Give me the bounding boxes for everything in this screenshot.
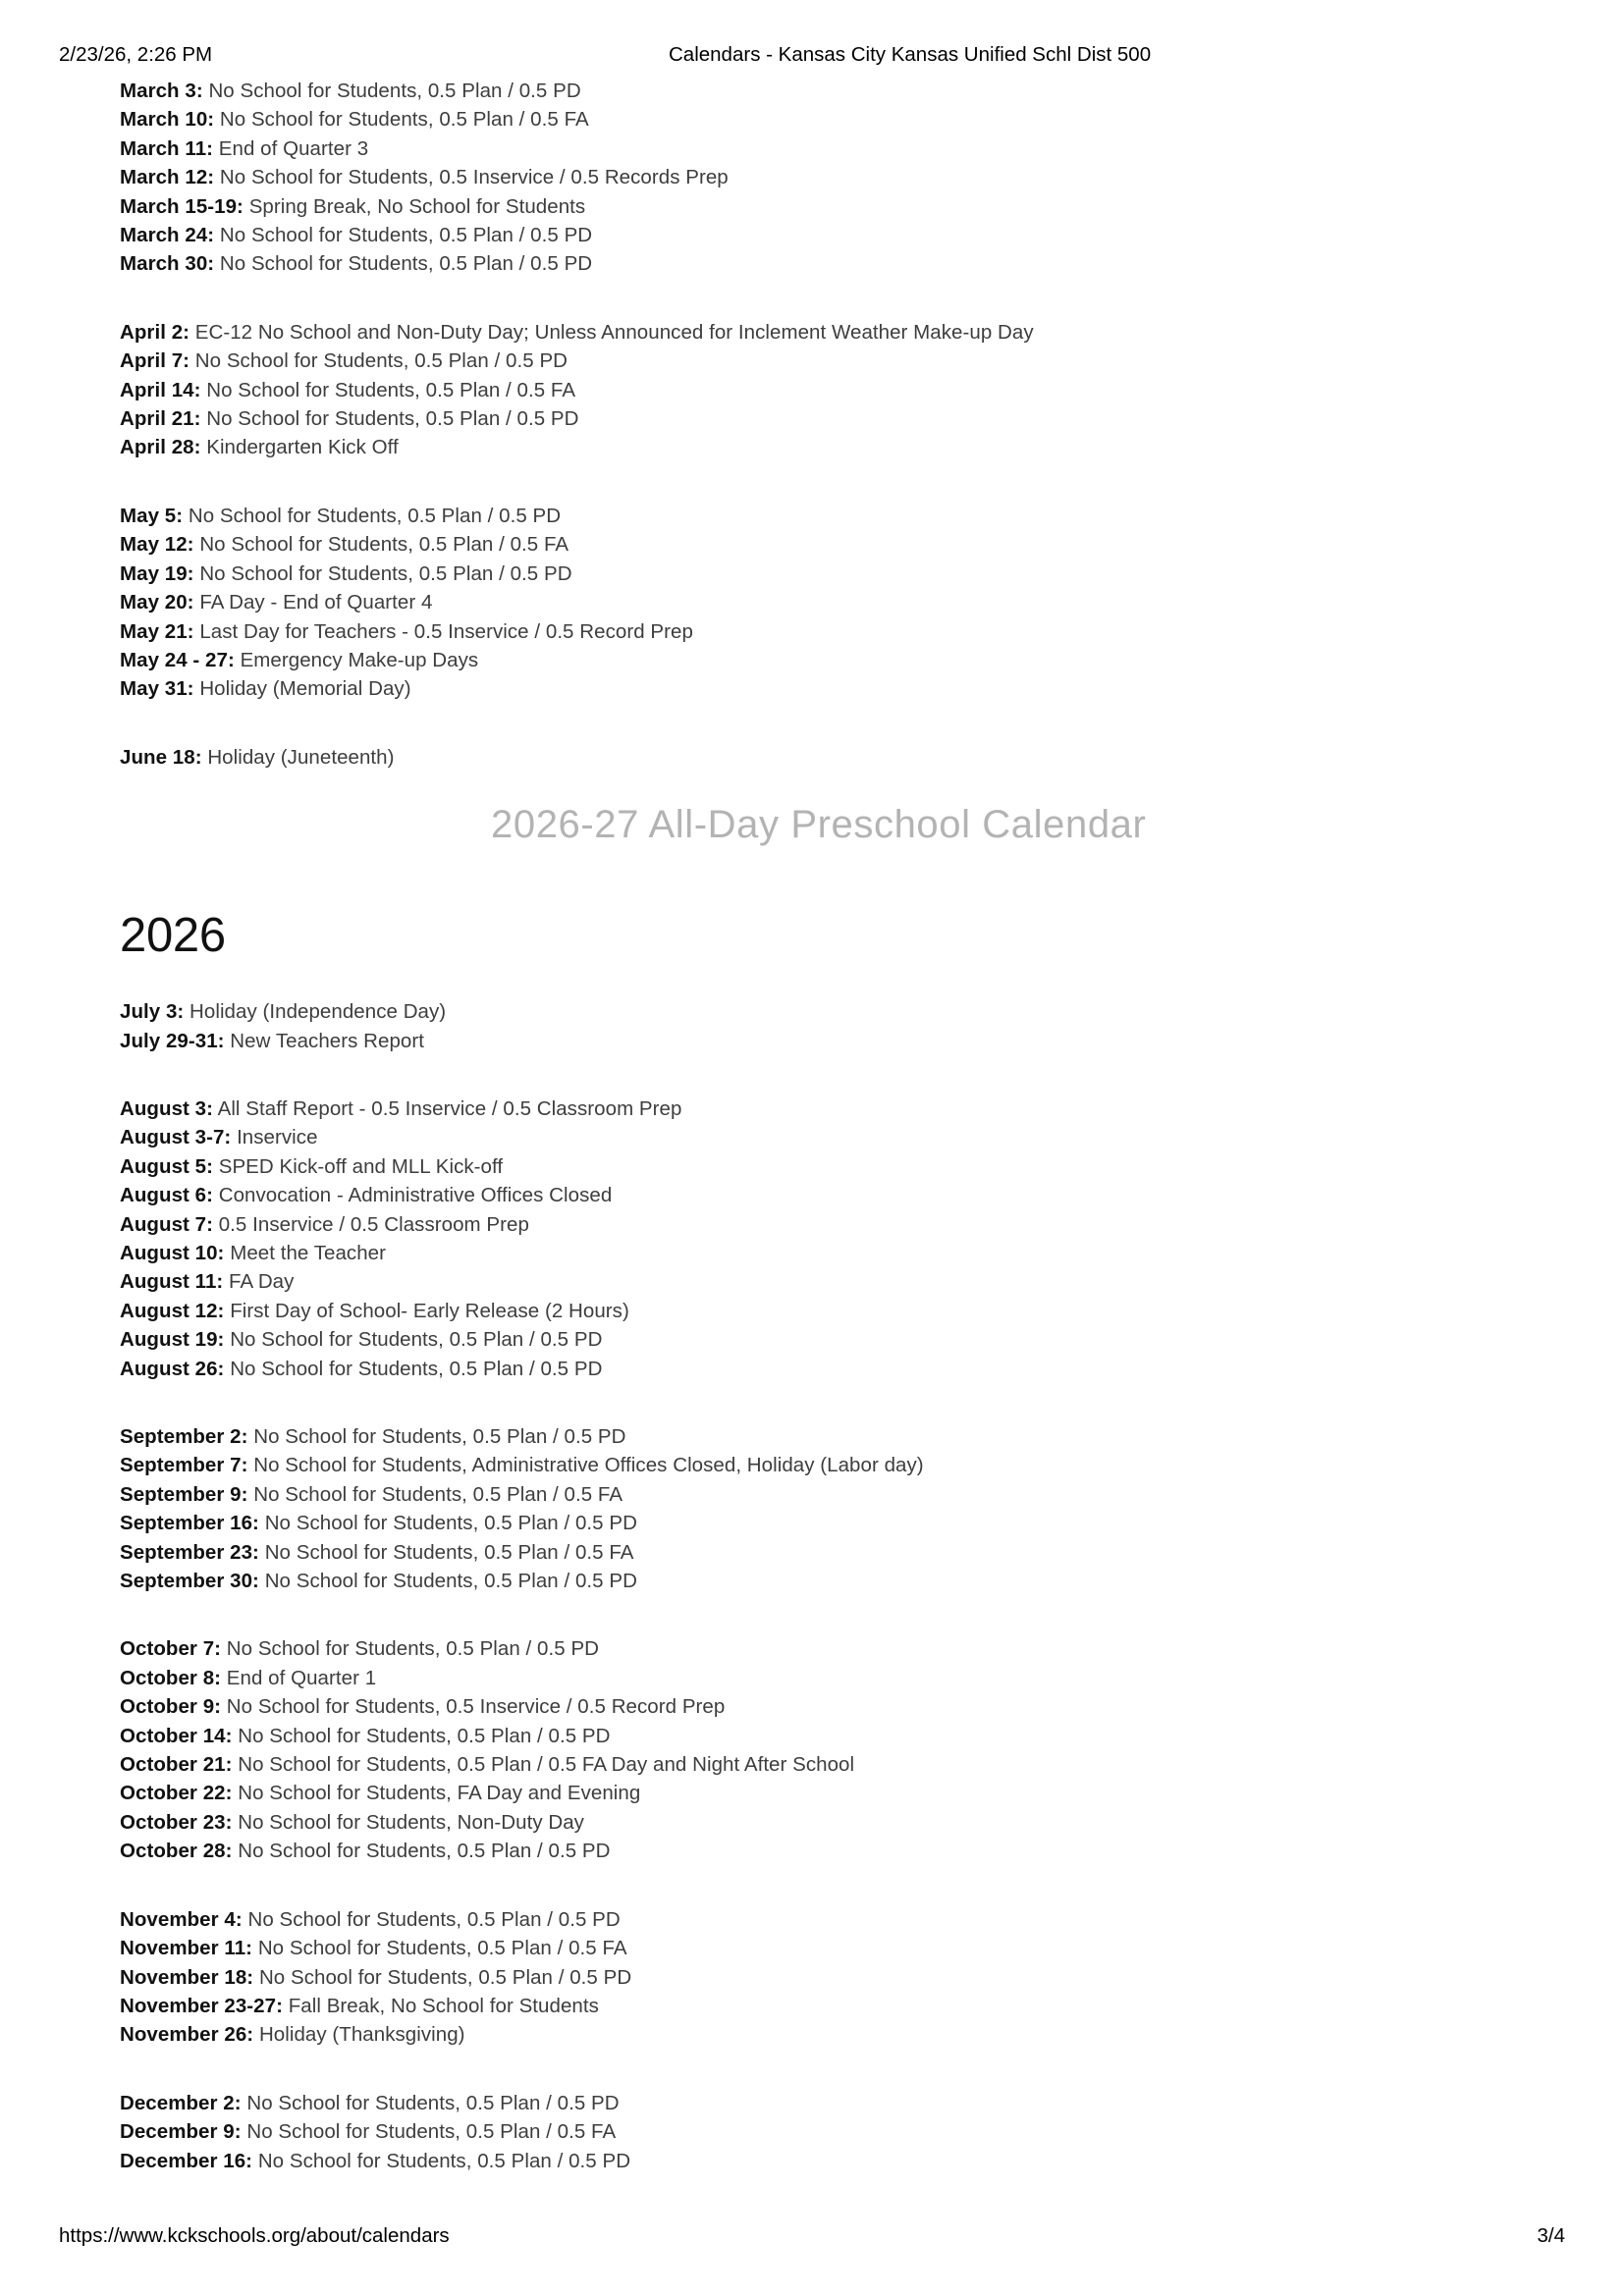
calendar-entry: [0, 404, 1624, 433]
entry-description: No School for Students, 0.5 Plan / 0.5 PD: [258, 1965, 632, 1989]
entry-description: No School for Students, 0.5 Plan / 0.5 PD: [208, 80, 581, 102]
entry-description: Holiday (Independence Day): [189, 1000, 447, 1024]
entry-description: No School for Students, 0.5 Plan / 0.5 PD: [199, 561, 572, 585]
entry-description: No School for Students, 0.5 Plan / 0.5 PD: [230, 1357, 603, 1380]
calendar-entry: [0, 347, 1624, 375]
entry-date: March 11:: [120, 136, 214, 160]
calendar-entry: [0, 1750, 1624, 1779]
calendar-entry: [0, 530, 1624, 559]
entry-description: No School for Students, 0.5 Plan / 0.5 PD: [238, 1724, 611, 1747]
calendar-entry: [0, 674, 1624, 703]
entry-description: Emergency Make-up Days: [240, 648, 479, 671]
entry-description: No School for Students, 0.5 Plan / 0.5 PD: [247, 1907, 621, 1931]
calendar-entry: [0, 997, 1624, 1026]
calendar-entry: [0, 1267, 1624, 1296]
calendar-content: [0, 77, 1624, 2175]
entry-description: No School for Students, 0.5 Plan / 0.5 FA: [264, 1540, 634, 1564]
entry-description: No School for Students, 0.5 Inservice / 0.5 Record Prep: [226, 1695, 726, 1719]
month-block-june: [0, 743, 1624, 772]
source-url: https://www.kckschools.org/about/calendars: [59, 2224, 450, 2247]
entry-date: November 11:: [120, 1937, 253, 1960]
month-block-july: [0, 997, 1624, 1055]
entry-description: No School for Students, 0.5 Plan / 0.5 PD: [246, 2091, 620, 2114]
entry-date: November 4:: [120, 1907, 243, 1931]
entry-date: March 3:: [120, 80, 203, 102]
entry-date: October 23:: [120, 1810, 233, 1834]
calendar-months-2026-spring: [0, 77, 1624, 772]
calendar-entry: [0, 1210, 1624, 1239]
entry-date: August 5:: [120, 1154, 213, 1178]
entry-date: September 9:: [120, 1482, 248, 1506]
entry-date: May 31:: [120, 677, 194, 701]
entry-date: May 20:: [120, 591, 194, 614]
calendar-entry: [0, 1837, 1624, 1865]
entry-description: FA Day - End of Quarter 4: [199, 591, 433, 614]
entry-date: October 9:: [120, 1695, 222, 1719]
entry-description: No School for Students, 0.5 Plan / 0.5 PD: [219, 224, 593, 247]
entry-description: No School for Students, 0.5 Inservice / 0.5 Records Prep: [219, 166, 729, 189]
entry-date: September 7:: [120, 1454, 248, 1477]
entry-description: Meet the Teacher: [230, 1241, 387, 1264]
entry-date: November 23-27:: [120, 1994, 283, 2017]
calendar-months-2026-fall: [0, 997, 1624, 2175]
calendar-entry: [0, 1325, 1624, 1354]
calendar-entry: [0, 2089, 1624, 2117]
calendar-entry: [0, 588, 1624, 616]
print-header: [0, 43, 1624, 67]
entry-description: No School for Students, 0.5 Plan / 0.5 FA: [199, 533, 569, 557]
month-block-august: [0, 1095, 1624, 1383]
calendar-entry: [0, 1095, 1624, 1123]
entry-description: No School for Students, 0.5 Plan / 0.5 PD: [238, 1840, 611, 1863]
entry-date: March 24:: [120, 224, 215, 247]
entry-description: No School for Students, 0.5 Plan / 0.5 FA: [253, 1482, 623, 1506]
entry-description: Spring Break, No School for Students: [248, 194, 586, 218]
entry-date: September 16:: [120, 1512, 259, 1535]
entry-description: EC-12 No School and Non-Duty Day; Unless Announced for Inclement Weather Make-up Day: [194, 320, 1034, 344]
entry-description: No School for Students, 0.5 Plan / 0.5 PD: [188, 504, 562, 527]
entry-date: August 11:: [120, 1270, 224, 1294]
calendar-entry: [0, 646, 1624, 674]
entry-description: End of Quarter 3: [218, 136, 369, 160]
entry-description: No School for Students, 0.5 Plan / 0.5 PD: [194, 349, 568, 373]
calendar-entry: [0, 2020, 1624, 2049]
month-block-march: [0, 77, 1624, 279]
calendar-entry: [0, 1538, 1624, 1567]
calendar-entry: [0, 1664, 1624, 1692]
entry-date: July 3:: [120, 1000, 185, 1024]
entry-description: No School for Students, 0.5 Plan / 0.5 PD: [226, 1637, 600, 1661]
entry-description: Kindergarten Kick Off: [206, 436, 399, 459]
entry-date: October 14:: [120, 1724, 233, 1747]
year-heading: 2026: [120, 909, 226, 963]
entry-description: All Staff Report - 0.5 Inservice / 0.5 Classroom Prep: [217, 1096, 682, 1120]
section-title: 2026-27 All-Day Preschool Calendar: [491, 803, 1147, 847]
entry-description: SPED Kick-off and MLL Kick-off: [218, 1154, 504, 1178]
calendar-entry: [0, 1297, 1624, 1325]
entry-date: September 2:: [120, 1425, 248, 1448]
calendar-entry: [0, 1934, 1624, 1962]
calendar-entry: [0, 2117, 1624, 2146]
calendar-entry: [0, 1480, 1624, 1509]
entry-date: March 12:: [120, 166, 215, 189]
calendar-entry: [0, 318, 1624, 347]
entry-description: No School for Students, 0.5 Plan / 0.5 FA Day and Night After School: [238, 1753, 855, 1777]
entry-description: No School for Students, Non-Duty Day: [238, 1810, 584, 1834]
entry-date: March 15-19:: [120, 194, 244, 218]
entry-description: Inservice: [237, 1126, 318, 1149]
entry-date: March 10:: [120, 108, 215, 132]
calendar-entry: [0, 2147, 1624, 2175]
print-document-title: Calendars - Kansas City Kansas Unified Schl Dist 500: [669, 43, 1152, 66]
entry-date: April 14:: [120, 378, 201, 401]
print-footer: [0, 2224, 1624, 2248]
month-block-april: [0, 318, 1624, 462]
calendar-entry: [0, 1992, 1624, 2020]
entry-date: October 28:: [120, 1840, 233, 1863]
spacer: [0, 964, 1624, 997]
calendar-entry: [0, 376, 1624, 404]
calendar-entry: [0, 1123, 1624, 1151]
entry-date: May 12:: [120, 533, 194, 557]
entry-description: No School for Students, Administrative Offices Closed, Holiday (Labor day): [253, 1454, 924, 1477]
calendar-entry: [0, 1722, 1624, 1750]
entry-date: May 5:: [120, 504, 184, 527]
entry-description: No School for Students, 0.5 Plan / 0.5 PD: [206, 407, 579, 431]
entry-description: No School for Students, 0.5 Plan / 0.5 PD: [230, 1328, 603, 1352]
entry-date: August 6:: [120, 1184, 213, 1207]
calendar-entry: [0, 105, 1624, 133]
entry-date: March 30:: [120, 252, 215, 276]
entry-date: November 26:: [120, 2023, 254, 2047]
calendar-entry: [0, 1355, 1624, 1383]
entry-date: May 19:: [120, 561, 194, 585]
entry-description: New Teachers Report: [230, 1029, 424, 1052]
entry-date: August 19:: [120, 1328, 225, 1352]
entry-date: December 9:: [120, 2120, 242, 2144]
calendar-entry: [0, 163, 1624, 191]
entry-description: Last Day for Teachers - 0.5 Inservice / 0.5 Record Prep: [199, 619, 693, 643]
entry-description: No School for Students, 0.5 Plan / 0.5 FA: [257, 1937, 627, 1960]
entry-date: September 30:: [120, 1570, 259, 1593]
entry-description: No School for Students, 0.5 Plan / 0.5 PD: [257, 2149, 631, 2172]
calendar-entry: [0, 433, 1624, 461]
entry-description: FA Day: [229, 1270, 295, 1294]
entry-date: August 3:: [120, 1096, 213, 1120]
calendar-entry: [0, 1905, 1624, 1934]
entry-date: July 29-31:: [120, 1029, 225, 1052]
calendar-entry: [0, 1422, 1624, 1451]
calendar-entry: [0, 1509, 1624, 1537]
calendar-entry: [0, 1181, 1624, 1209]
entry-description: No School for Students, 0.5 Plan / 0.5 PD: [264, 1512, 637, 1535]
calendar-entry: [0, 1239, 1624, 1267]
entry-description: No School for Students, 0.5 Plan / 0.5 FA: [246, 2120, 617, 2144]
page-number: 3/4: [1537, 2224, 1565, 2247]
entry-date: June 18:: [120, 745, 202, 769]
entry-date: August 12:: [120, 1299, 225, 1322]
month-block-may: [0, 502, 1624, 704]
entry-description: Holiday (Memorial Day): [199, 677, 411, 701]
entry-date: October 22:: [120, 1782, 233, 1805]
calendar-entry: [0, 1634, 1624, 1663]
entry-date: August 7:: [120, 1212, 213, 1236]
calendar-entry: [0, 77, 1624, 105]
entry-date: April 7:: [120, 349, 190, 373]
entry-date: August 26:: [120, 1357, 225, 1380]
month-block-november: [0, 1905, 1624, 2050]
entry-date: May 24 - 27:: [120, 648, 235, 671]
calendar-entry: [0, 617, 1624, 646]
month-block-october: [0, 1634, 1624, 1865]
entry-date: April 21:: [120, 407, 201, 431]
entry-description: No School for Students, 0.5 Plan / 0.5 FA: [206, 378, 576, 401]
calendar-entry: [0, 1808, 1624, 1837]
calendar-entry: [0, 1152, 1624, 1181]
entry-date: April 2:: [120, 320, 190, 344]
entry-date: December 2:: [120, 2091, 242, 2114]
calendar-entry: [0, 1027, 1624, 1055]
entry-description: No School for Students, FA Day and Evening: [238, 1782, 641, 1805]
calendar-entry: [0, 221, 1624, 249]
month-block-december: [0, 2089, 1624, 2175]
entry-date: August 3-7:: [120, 1126, 232, 1149]
entry-description: Convocation - Administrative Offices Closed: [218, 1184, 613, 1207]
entry-date: December 16:: [120, 2149, 253, 2172]
entry-date: August 10:: [120, 1241, 225, 1264]
entry-date: May 21:: [120, 619, 194, 643]
entry-description: No School for Students, 0.5 Plan / 0.5 PD: [264, 1570, 637, 1593]
print-timestamp: 2/23/26, 2:26 PM: [59, 43, 213, 66]
calendar-entry: [0, 1779, 1624, 1807]
calendar-entry: [0, 249, 1624, 278]
entry-description: No School for Students, 0.5 Plan / 0.5 PD: [253, 1425, 626, 1448]
entry-description: Holiday (Thanksgiving): [258, 2023, 465, 2047]
entry-date: October 8:: [120, 1666, 222, 1689]
entry-description: No School for Students, 0.5 Plan / 0.5 PD: [219, 252, 593, 276]
entry-description: Holiday (Juneteenth): [207, 745, 395, 769]
calendar-entry: [0, 1963, 1624, 1992]
calendar-entry: [0, 134, 1624, 163]
calendar-entry: [0, 192, 1624, 221]
calendar-entry: [0, 743, 1624, 772]
entry-date: November 18:: [120, 1965, 254, 1989]
month-block-september: [0, 1422, 1624, 1595]
entry-date: October 21:: [120, 1753, 233, 1777]
entry-date: April 28:: [120, 436, 201, 459]
calendar-entry: [0, 560, 1624, 588]
entry-description: First Day of School- Early Release (2 Hours): [230, 1299, 629, 1322]
entry-date: October 7:: [120, 1637, 222, 1661]
entry-date: September 23:: [120, 1540, 259, 1564]
entry-description: End of Quarter 1: [226, 1666, 377, 1689]
entry-description: Fall Break, No School for Students: [288, 1994, 599, 2017]
entry-description: No School for Students, 0.5 Plan / 0.5 FA: [219, 108, 589, 132]
calendar-entry: [0, 1567, 1624, 1595]
calendar-entry: [0, 1692, 1624, 1721]
calendar-entry: [0, 502, 1624, 530]
entry-description: 0.5 Inservice / 0.5 Classroom Prep: [218, 1212, 529, 1236]
calendar-entry: [0, 1451, 1624, 1479]
